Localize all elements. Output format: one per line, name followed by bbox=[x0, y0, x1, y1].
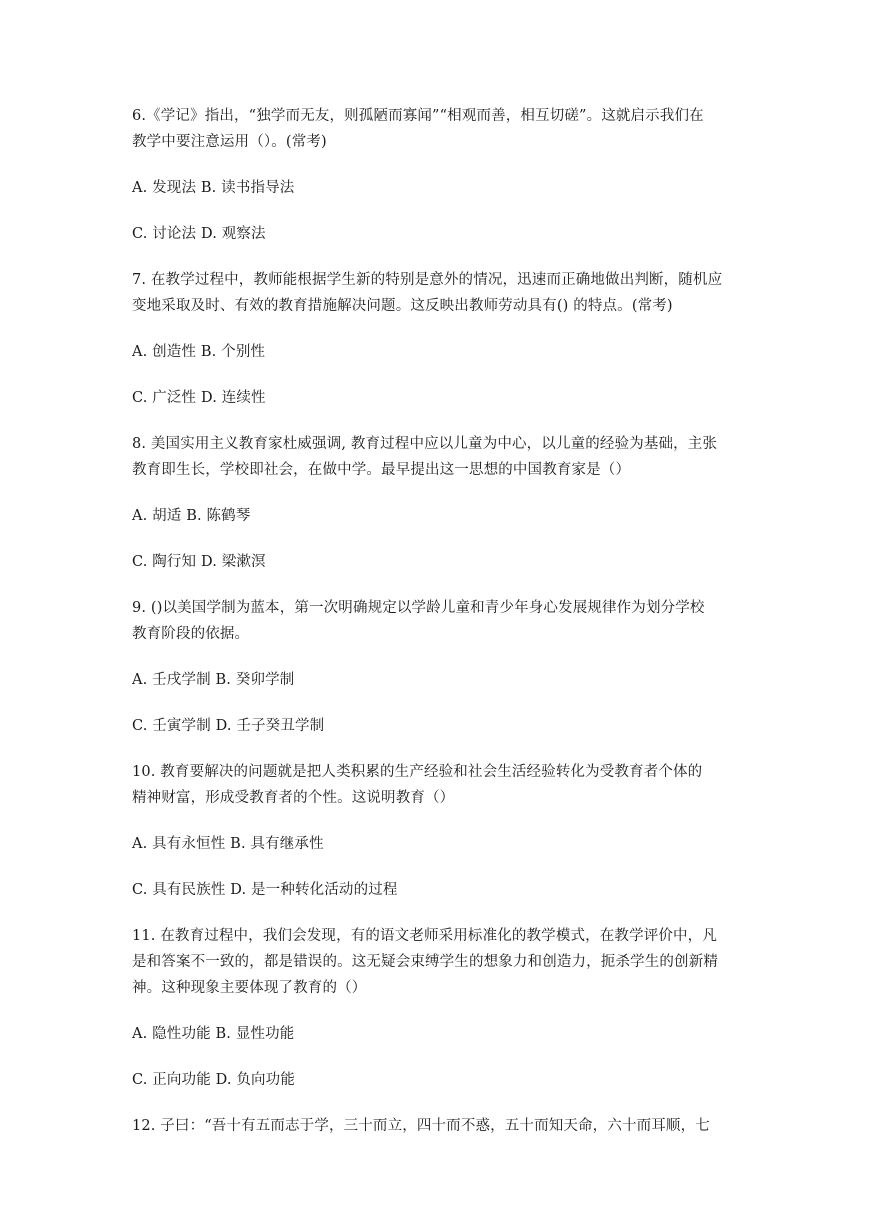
question-6-stem-line-2: 教学中要注意运用（）。(常考) bbox=[132, 134, 327, 150]
question-8-stem bbox=[132, 431, 742, 483]
question-11-option-line-1: A. 隐性功能 B. 显性功能 bbox=[132, 1026, 295, 1042]
question-10-stem-line-2: 精神财富，形成受教育者的个性。这说明教育（） bbox=[132, 790, 455, 806]
question-9-stem-line-2: 教育阶段的依据。 bbox=[132, 626, 250, 642]
question-9-stem bbox=[132, 595, 742, 647]
question-6-stem bbox=[132, 103, 742, 155]
question-7-stem-line-2: 变地采取及时、有效的教育措施解决问题。这反映出教师劳动具有() 的特点。(常考) bbox=[132, 298, 673, 314]
question-11-stem-line-3: 神。这种现象主要体现了教育的（） bbox=[132, 980, 367, 996]
question-6-options-ab bbox=[132, 175, 742, 201]
question-8-options-cd bbox=[132, 549, 742, 575]
question-10-options-cd bbox=[132, 877, 742, 903]
question-7-stem-line-1: 7. 在教学过程中，教师能根据学生新的特别是意外的情况，迅速而正确地做出判断，随机应 bbox=[132, 272, 723, 288]
question-12-stem-line-1: 12. 子曰：“吾十有五而志于学，三十而立，四十而不惑，五十而知天命，六十而耳顺，七 bbox=[132, 1118, 710, 1134]
question-10-options-ab bbox=[132, 831, 742, 857]
question-9-option-line-2: C. 壬寅学制 D. 壬子癸丑学制 bbox=[132, 718, 325, 734]
question-11-options-ab bbox=[132, 1021, 742, 1047]
question-8-option-line-2: C. 陶行知 D. 梁漱溟 bbox=[132, 554, 266, 570]
question-9-options-cd bbox=[132, 713, 742, 739]
question-12-stem bbox=[132, 1113, 742, 1139]
question-6-stem-line-1: 6.《学记》指出，“独学而无友，则孤陋而寡闻”“相观而善，相互切磋”。这就启示我们在 bbox=[132, 108, 704, 124]
question-11-stem-line-1: 11. 在教育过程中，我们会发现，有的语文老师采用标准化的教学模式，在教学评价中，凡 bbox=[132, 928, 717, 944]
question-11-stem-line-2: 是和答案不一致的，都是错误的。这无疑会束缚学生的想象力和创造力，扼杀学生的创新精 bbox=[132, 954, 718, 970]
question-8-stem-line-1: 8. 美国实用主义教育家杜威强调, 教育过程中应以儿童为中心，以儿童的经验为基础，主张 bbox=[132, 436, 718, 452]
question-9-options-ab bbox=[132, 667, 742, 693]
question-6-option-line-2: C. 讨论法 D. 观察法 bbox=[132, 226, 266, 242]
question-8-stem-line-2: 教育即生长，学校即社会，在做中学。最早提出这一思想的中国教育家是（） bbox=[132, 462, 631, 478]
question-11-option-line-2: C. 正向功能 D. 负向功能 bbox=[132, 1072, 295, 1088]
question-11-options-cd bbox=[132, 1067, 742, 1093]
question-8-options-ab bbox=[132, 503, 742, 529]
question-6-option-line-1: A. 发现法 B. 读书指导法 bbox=[132, 180, 295, 196]
question-7-option-line-1: A. 创造性 B. 个别性 bbox=[132, 344, 266, 360]
question-7-option-line-2: C. 广泛性 D. 连续性 bbox=[132, 390, 266, 406]
question-10-option-line-1: A. 具有永恒性 B. 具有继承性 bbox=[132, 836, 324, 852]
question-6-options-cd bbox=[132, 221, 742, 247]
question-7-stem bbox=[132, 267, 742, 319]
question-10-stem-line-1: 10. 教育要解决的问题就是把人类积累的生产经验和社会生活经验转化为受教育者个体的 bbox=[132, 764, 703, 780]
question-8-option-line-1: A. 胡适 B. 陈鹤琴 bbox=[132, 508, 251, 524]
question-7-options-ab bbox=[132, 339, 742, 365]
document-page bbox=[132, 103, 742, 1159]
question-9-option-line-1: A. 壬戌学制 B. 癸卯学制 bbox=[132, 672, 295, 688]
question-7-options-cd bbox=[132, 385, 742, 411]
question-10-stem bbox=[132, 759, 742, 811]
question-11-stem bbox=[132, 923, 742, 1001]
question-9-stem-line-1: 9. ()以美国学制为蓝本，第一次明确规定以学龄儿童和青少年身心发展规律作为划分学校 bbox=[132, 600, 705, 616]
question-10-option-line-2: C. 具有民族性 D. 是一种转化活动的过程 bbox=[132, 882, 398, 898]
